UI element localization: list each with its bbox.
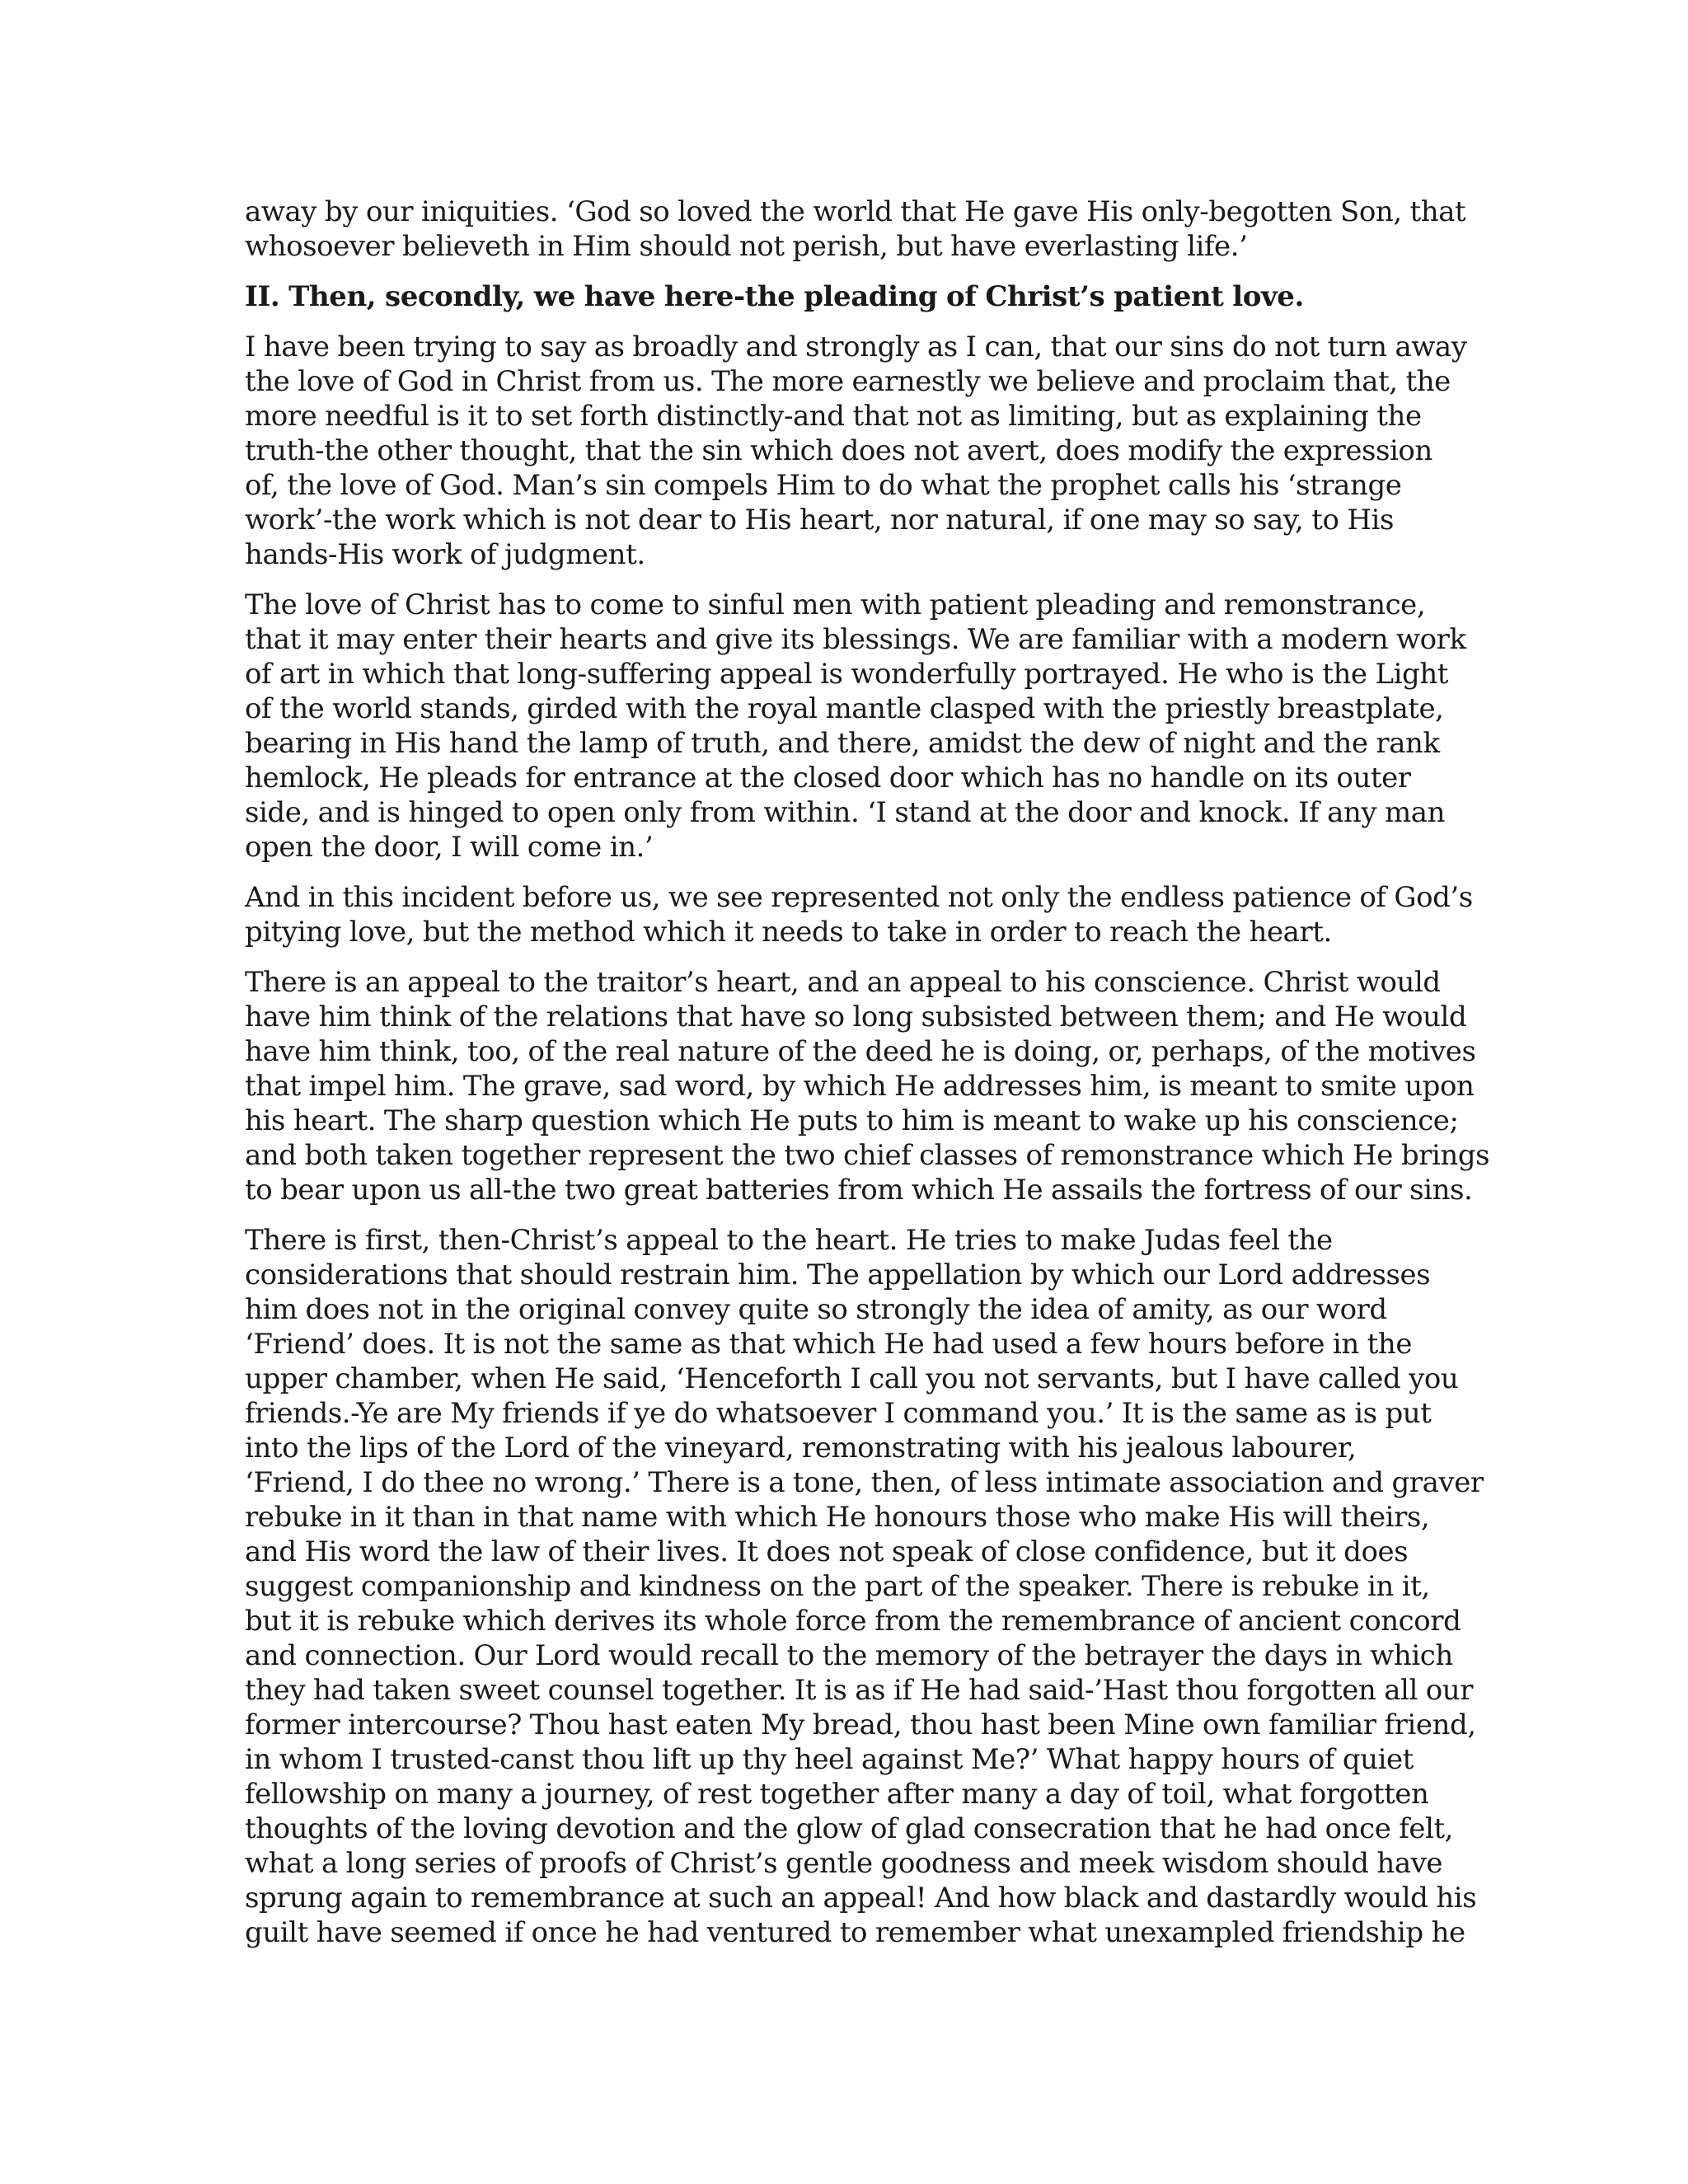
text-line: of art in which that long-suffering appeal is wonderfully portrayed. He who is the Light [245, 658, 1448, 691]
text-line: him does not in the original convey quite so strongly the idea of amity, as our word [245, 1293, 1387, 1326]
text-line: into the lips of the Lord of the vineyard, remonstrating with his jealous labourer, [245, 1432, 1357, 1465]
paragraph-4 [245, 880, 1473, 949]
text-line: suggest companionship and kindness on the part of the speaker. There is rebuke in it, [245, 1570, 1430, 1603]
text-line: thoughts of the loving devotion and the glow of glad consecration that he had once felt, [245, 1812, 1454, 1845]
text-line: whosoever believeth in Him should not perish, but have everlasting life.’ [245, 230, 1248, 263]
text-line: but it is rebuke which derives its whole force from the remembrance of ancient concord [245, 1605, 1461, 1638]
text-line: ‘Friend, I do thee no wrong.’ There is a tone, then, of less intimate association and graver [245, 1466, 1484, 1499]
text-line: truth-the other thought, that the sin which does not avert, does modify the expression [245, 434, 1432, 467]
text-line: and both taken together represent the two chief classes of remonstrance which He brings [245, 1139, 1490, 1172]
text-line: that impel him. The grave, sad word, by which He addresses him, is meant to smite upon [245, 1070, 1475, 1103]
text-line: guilt have seemed if once he had ventured to remember what unexampled friendship he [245, 1916, 1465, 1949]
text-line: have him think of the relations that have so long subsisted between them; and He would [245, 1001, 1467, 1033]
text-line: to bear upon us all-the two great batteries from which He assails the fortress of our sins. [245, 1174, 1473, 1207]
paragraph-6 [245, 1223, 1484, 1950]
paragraph-2 [245, 330, 1467, 572]
text-line: rebuke in it than in that name with which He honours those who make His will theirs, [245, 1501, 1430, 1534]
text-line: sprung again to remembrance at such an appeal! And how black and dastardly would his [245, 1882, 1477, 1915]
text-line: have him think, too, of the real nature of the deed he is doing, or, perhaps, of the motives [245, 1035, 1476, 1068]
text-line: the love of God in Christ from us. The more earnestly we believe and proclaim that, the [245, 365, 1451, 398]
text-line: hemlock, He pleads for entrance at the closed door which has no handle on its outer [245, 762, 1411, 794]
text-line: ‘Friend’ does. It is not the same as that which He had used a few hours before in the [245, 1328, 1412, 1361]
text-line: considerations that should restrain him. The appellation by which our Lord addresses [245, 1258, 1431, 1291]
text-line: in whom I trusted-canst thou lift up thy heel against Me?’ What happy hours of quiet [245, 1743, 1414, 1776]
text-line: of, the love of God. Man’s sin compels Him to do what the prophet calls his ‘strange [245, 469, 1402, 502]
section-heading: II. Then, secondly, we have here-the pleading of Christ’s patient love. [245, 280, 1304, 313]
text-line: that it may enter their hearts and give its blessings. We are familiar with a modern work [245, 623, 1466, 656]
text-line: pitying love, but the method which it needs to take in order to reach the heart. [245, 916, 1332, 949]
text-line: work’-the work which is not dear to His heart, nor natural, if one may so say, to His [245, 504, 1394, 537]
text-line: hands-His work of judgment. [245, 538, 645, 571]
text-line: And in this incident before us, we see represented not only the endless patience of God’s [245, 881, 1473, 914]
text-line: former intercourse? Thou hast eaten My bread, thou hast been Mine own familiar friend, [245, 1708, 1476, 1741]
text-line: more needful is it to set forth distinctly-and that not as limiting, but as explaining the [245, 400, 1422, 433]
text-line: bearing in His hand the lamp of truth, and there, amidst the dew of night and the rank [245, 727, 1440, 760]
text-line: fellowship on many a journey, of rest together after many a day of toil, what forgotten [245, 1778, 1429, 1811]
text-line: friends.-Ye are My friends if ye do whatsoever I command you.’ It is the same as is put [245, 1397, 1432, 1430]
text-line: away by our iniquities. ‘God so loved the world that He gave His only-begotten Son, that [245, 195, 1466, 228]
text-line: The love of Christ has to come to sinful men with patient pleading and remonstrance, [245, 588, 1426, 621]
text-line: and connection. Our Lord would recall to the memory of the betrayer the days in which [245, 1639, 1453, 1672]
text-line: There is an appeal to the traitor’s heart, and an appeal to his conscience. Christ would [245, 966, 1441, 999]
text-line: and His word the law of their lives. It does not speak of close confidence, but it does [245, 1535, 1409, 1568]
text-line: upper chamber, when He said, ‘Henceforth I call you not servants, but I have called you [245, 1362, 1459, 1395]
paragraph-5 [245, 965, 1490, 1207]
paragraph-3 [245, 588, 1466, 865]
text-line: his heart. The sharp question which He puts to him is meant to wake up his conscience; [245, 1104, 1459, 1137]
text-line: of the world stands, girded with the royal mantle clasped with the priestly breastplate, [245, 692, 1444, 725]
text-line: I have been trying to say as broadly and strongly as I can, that our sins do not turn away [245, 330, 1467, 363]
paragraph-1 [245, 194, 1466, 264]
text-line: There is first, then-Christ’s appeal to the heart. He tries to make Judas feel the [245, 1224, 1333, 1257]
text-line: what a long series of proofs of Christ’s gentle goodness and meek wisdom should have [245, 1847, 1443, 1880]
text-line: side, and is hinged to open only from within. ‘I stand at the door and knock. If any man [245, 796, 1446, 829]
text-line: open the door, I will come in.’ [245, 831, 654, 864]
text-line: they had taken sweet counsel together. It is as if He had said-’Hast thou forgotten all our [245, 1674, 1474, 1707]
document-page [245, 194, 1490, 1966]
